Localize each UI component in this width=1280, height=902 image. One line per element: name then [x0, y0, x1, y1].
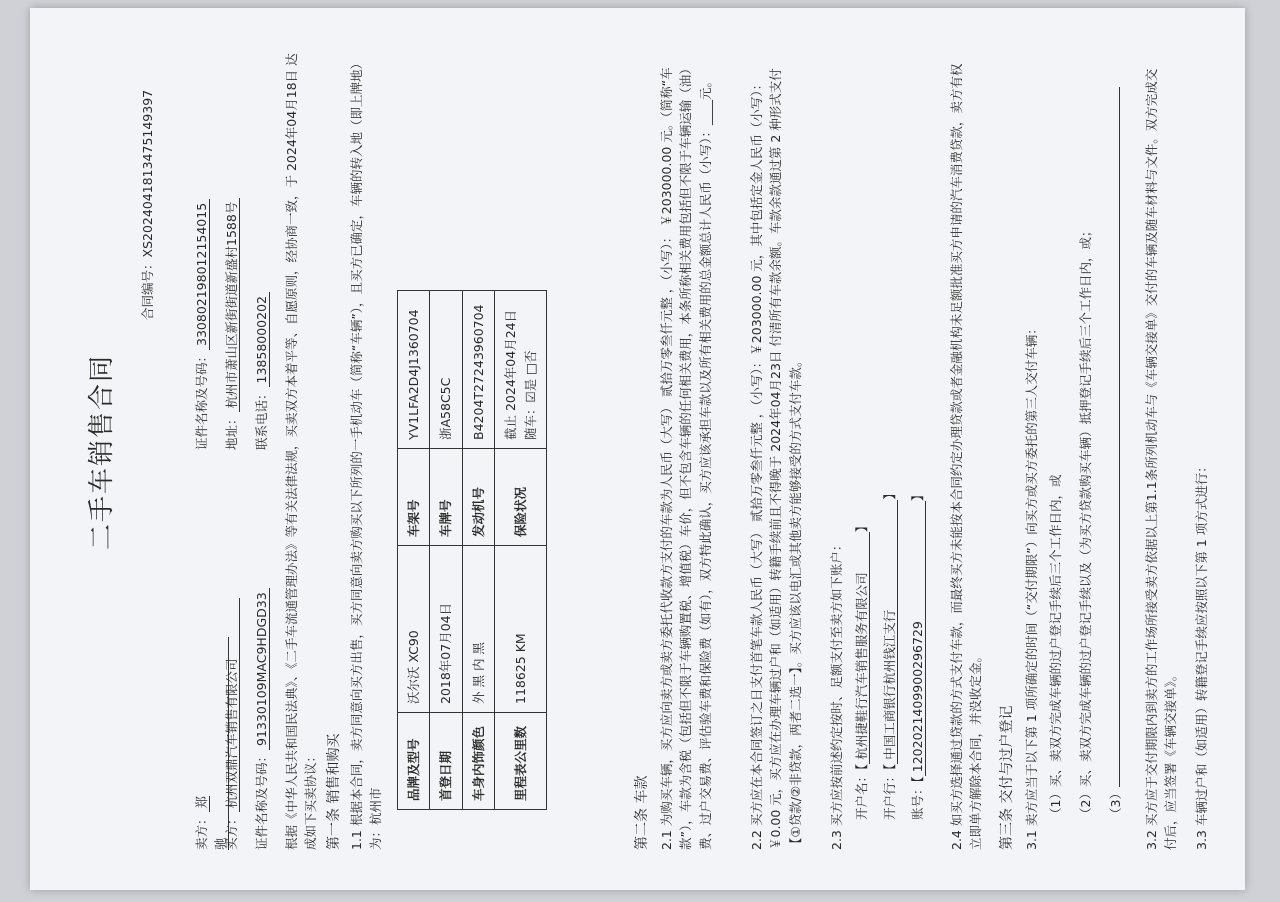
bank-row: 开户行：【中国工商银行杭州钱江支行】 [882, 487, 897, 820]
clause-2-2: 2.2 买方应在本合同签订之日支付首笔车款人民币（大写） 贰拾万零叁仟元整 ，（小写）：￥203000.00 元，其中包括定金人民币（小写）：￥0.00 元，买方应在办理车辆过户和（如适用）转籍手续前且不得晚于 2024年04月23日 付清所有车款余额。车款余款通过第 2 种形式支付【①贷款/②非贷款，两者二选一】。买方应该以电汇或其他卖方能够接受的方式支付车款。 [749, 68, 803, 850]
contract-page [42, 18, 1232, 880]
intro-text: 根据《中华人民共和国民法典》、《二手车流通管理办法》等有关法律法规，买卖双方本着平等、自愿原则，经协商一致，于 2024年04月18日 达成如下买卖协议： [284, 53, 319, 850]
article3-title: 第三条 交付与过户登记 [999, 705, 1015, 850]
clause-2-1: 2.1 为购买车辆，买方应向卖方或卖方委托代收款方支付的车款为人民币（大写） 贰拾万零叁仟元整 ，（小写）： ￥203000.00 元。（简称“车款”），车款为含税（包括但不限于车辆购置税、增值税）车价，但不包含车辆的任何相关费用，本条所称相关费用包括但不限于车辆运输（油）费、过户交易费、评估验车费和保险费（如有），双方特此确认，买方应该承担车款以及所有相关费用的总金额总计人民币（小写）：____元。 [659, 62, 713, 850]
table-row: 车身内饰颜色 外 黑 内 黑 发动机号 B4204T27243960704 [462, 291, 494, 810]
clause-3-1-option-2: （2）买、卖双方完成车辆的过户登记手续以及（为买方贷款购买车辆）抵押登记手续后三个工作日内，或； [1078, 224, 1093, 820]
article2-title: 第二条 车款 [634, 775, 650, 850]
document-paper [30, 8, 1245, 890]
account-name-row: 开户名：【杭州捷鞋行汽车销售服务有限公司】 [854, 519, 869, 820]
table-row: 首登日期 2018年07月04日 车牌号 浙A58C5C [430, 291, 462, 810]
table-row: 品牌及型号 沃尔沃 XC90 车架号 YV1LFA2D4J1360704 [398, 291, 430, 810]
clause-2-3: 2.3 买方应按前述约定按时、足额支付至卖方如下账户： [829, 538, 844, 850]
clause-2-4: 2.4 如买方选择通过贷款的方式支付车款，而最终买方未能按本合同约定办理贷款或者金融机构未足额批准买方申请的汽车消费贷款，卖方有权立即单方解除本合同，并没收定金。 [949, 63, 984, 850]
clause-3-2: 3.2 买方应于交付期限内到卖方的工作场所接受卖方依据以上第1.1条所列机动车与《车辆交接单》交付的车辆及随车材料与文件。双方完成交付后，应当签署《车辆交接单》。 [1144, 68, 1179, 850]
clause-3-1: 3.1 卖方应当于以下第 1 项所确定的时间（“交付期限”）向买方或买方委托的第三人交付车辆： [1024, 322, 1039, 850]
contract-number: 合同编号：XS202404181347514939​7 [140, 89, 155, 320]
seller-row: 卖方：郑驰 [192, 590, 231, 850]
account-number-row: 账号：【1202021409900296729】 [910, 488, 925, 820]
seller-id-row: 证件名称及号码：330802198012154015 [192, 199, 211, 450]
address-row: 地址：杭州市萧山区新街街道新盛村1588号 [222, 198, 241, 450]
vehicle-table [397, 290, 547, 810]
page-title: 二手车销售合同 [87, 353, 117, 550]
table-row: 里程表公里数 118625 KM 保险状况 截止 2024年04月24日 随车：☑是 □否 [495, 291, 547, 810]
buyer-id-row: 证件名称及号码：91330109MAC9HDGD33 [252, 588, 271, 850]
clause-1-1: 1.1 根据本合同，卖方同意向买方出售，买方同意向卖方购买以下所列的一手机动车（简称“车辆”），且买方已确定，车辆的转入地（即上牌地）为：杭州市 [349, 63, 384, 850]
buyer-row: 买方：杭州双鼎汽车销售有限公司 [222, 598, 241, 850]
clause-3-1-option-3: （3） [1106, 60, 1125, 820]
article1-title: 第一条 销售和购买 [326, 733, 342, 850]
clause-3-1-option-1: （1）买、卖双方完成车辆的过户登记手续后三个工作日内，或 [1048, 474, 1063, 820]
phone-row: 联系电话：13858000202 [252, 292, 271, 450]
clause-3-3: 3.3 车辆过户和（如适用）转籍登记手续应按照以下第 1 项方式进行： [1194, 460, 1209, 850]
